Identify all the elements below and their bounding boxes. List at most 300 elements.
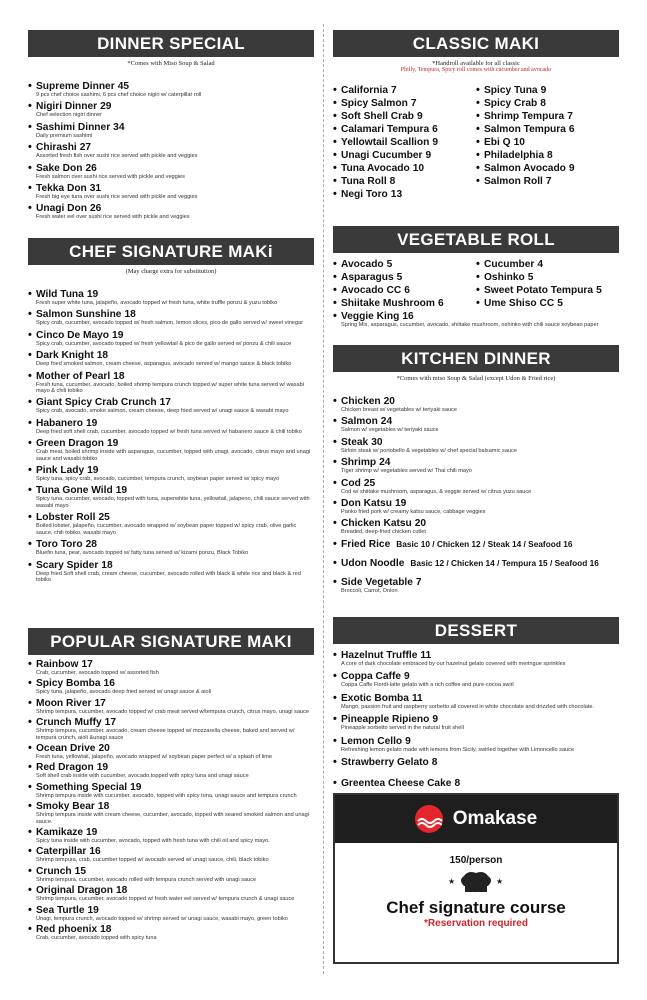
- item-description: Spicy crab, avocado, smoke salmon, cream cheese, deep fried served w/ unagi sauce & wasabi mayo: [36, 408, 289, 415]
- item-price: 17: [81, 659, 93, 670]
- item-title: Spicy Bomba: [36, 678, 101, 690]
- item-price: 19: [106, 438, 119, 450]
- menu-item: [476, 85, 619, 96]
- menu-item: [28, 782, 314, 799]
- menu-item: [333, 714, 619, 731]
- item-price: 7: [545, 176, 552, 187]
- item-price: 28: [85, 539, 97, 551]
- item-name: [36, 330, 314, 341]
- section-title: VEGETABLE ROLL: [333, 226, 619, 253]
- item-price: 5: [557, 298, 563, 309]
- menu-item: [333, 98, 476, 109]
- item-price: 19: [87, 465, 99, 477]
- item-price: 6: [432, 124, 438, 135]
- item-price: 29: [100, 101, 112, 113]
- item-name: [484, 124, 619, 135]
- item-description: Fresh big eye tuna over sushi rice served with pickle and veggies: [36, 194, 198, 201]
- menu-list: [333, 396, 619, 594]
- item-title: Moon River: [36, 697, 92, 709]
- menu-item: [476, 124, 619, 135]
- menu-item: [28, 866, 314, 883]
- section-title: CHEF SIGNATURE MAKi: [28, 238, 314, 265]
- menu-list: [28, 81, 314, 221]
- item-name: [341, 778, 619, 789]
- item-name: [36, 397, 314, 408]
- item-description: 9 pcs chef choice sashimi, 6 pcs chef choice nigiri w/ caterpillar roll: [36, 92, 202, 98]
- menu-item: [28, 350, 314, 367]
- menu-item: [333, 539, 619, 550]
- menu-item: [28, 122, 314, 139]
- item-name: [341, 396, 619, 407]
- menu-item: [28, 539, 314, 556]
- item-price: 17: [104, 717, 116, 729]
- item-name: [36, 142, 314, 153]
- item-title: Negi Toro: [341, 189, 388, 200]
- item-name: [484, 259, 619, 270]
- menu-item: [476, 163, 619, 174]
- item-name: [36, 885, 314, 896]
- menu-item: [333, 437, 619, 454]
- menu-item: [333, 736, 619, 753]
- menu-item: [333, 163, 476, 174]
- item-name: [484, 98, 619, 109]
- menu-item: [28, 81, 314, 98]
- item-price: 34: [113, 121, 125, 133]
- item-name: [36, 122, 314, 133]
- item-title: Ume Shiso CC: [484, 298, 555, 309]
- item-description: Daily premium sashimi: [36, 132, 93, 139]
- item-price: 16: [402, 311, 414, 322]
- item-title: Steak: [341, 436, 369, 448]
- omakase-price: 150/person: [449, 855, 503, 866]
- omakase-title: Omakase: [452, 808, 538, 829]
- item-price: 5: [396, 272, 403, 283]
- item-title: Asparagus: [341, 272, 394, 283]
- item-name: [341, 714, 619, 725]
- item-name: [341, 498, 619, 509]
- item-name: [36, 350, 314, 361]
- item-title: Hazelnut Truffle: [341, 650, 418, 661]
- item-price: 11: [411, 692, 423, 704]
- item-description: Shrimp tempura inside with cucumber, avocado, topped with spicy tuna, unagi sauce and tempura crunch: [36, 792, 297, 799]
- item-title: Unagi Cucumber: [341, 150, 423, 161]
- item-name: [341, 285, 476, 296]
- menu-item: [333, 577, 619, 594]
- item-name: [484, 137, 619, 148]
- menu-item: [476, 272, 619, 283]
- item-price: 9: [432, 137, 438, 148]
- item-title: Lemon Cello: [341, 735, 403, 747]
- item-description: Spicy tuna, jalapeño, avocado deep fried served w/ unagi sauce & aioli: [36, 689, 212, 696]
- item-title: Cod: [341, 477, 361, 489]
- item-description: Salmon w/ vegetables w/ teriyaki sauce: [341, 427, 439, 434]
- menu-item: [333, 259, 476, 270]
- item-title: Dark Knight: [36, 350, 94, 362]
- item-name: [341, 85, 476, 96]
- item-title: Toro Toro: [36, 539, 83, 551]
- item-price: 7: [415, 576, 422, 588]
- item-name: [36, 846, 314, 857]
- menu-item: [333, 285, 476, 296]
- item-name: [341, 111, 476, 122]
- item-title: Salmon Roll: [484, 176, 543, 187]
- item-price: 4: [537, 259, 544, 270]
- menu-item: [28, 801, 314, 825]
- item-description: Shrimp tempura, cucumber, avocado rolled with tempura crunch served with unagi sauce: [36, 876, 257, 883]
- item-price: 18: [96, 350, 109, 362]
- item-title: Original Dragon: [36, 885, 113, 897]
- menu-item: [28, 397, 314, 414]
- menu-item: [28, 717, 314, 741]
- item-name: [36, 924, 314, 935]
- item-price: 9: [540, 85, 547, 96]
- item-price: 20: [383, 396, 395, 407]
- item-price: 5: [527, 272, 534, 283]
- item-description: Fresh tuna, yellowtail, jalapeño, avocado wrapped w/ soybean paper perfect w/ a splash of lime: [36, 754, 273, 761]
- item-price: 18: [124, 309, 136, 321]
- item-price: 27: [79, 142, 92, 154]
- item-title: Unagi Don: [36, 203, 87, 215]
- item-description: Fresh super white tuna, jalapeño, avocado topped w/ fresh tuna, white truffle ponzu & yuzu tobiko: [36, 300, 278, 306]
- item-name: [36, 465, 314, 476]
- section-title: DESSERT: [333, 617, 619, 644]
- item-title: Strawberry Gelato: [341, 757, 429, 769]
- item-title: Shrimp: [341, 457, 377, 469]
- item-price: 10: [412, 163, 425, 174]
- item-name: [341, 272, 476, 283]
- item-price: 8: [547, 150, 553, 161]
- menu-item: [476, 259, 619, 270]
- menu-item: [333, 518, 619, 535]
- menu-item: [333, 272, 476, 283]
- item-name: [341, 518, 619, 529]
- item-price: 18: [97, 801, 110, 813]
- menu-item: [28, 465, 314, 482]
- item-title: Caterpillar: [36, 846, 87, 858]
- omakase-course: Chef signature course: [386, 898, 566, 917]
- menu-item: [333, 137, 476, 148]
- svg-text:★: ★: [448, 877, 456, 886]
- item-price: 20: [414, 518, 427, 530]
- menu-item: [333, 150, 476, 161]
- menu-item: [28, 924, 314, 941]
- item-title: Wild Tuna: [36, 289, 84, 300]
- item-price: 24: [380, 416, 393, 428]
- menu-item: [28, 846, 314, 863]
- item-description: Spicy crab, cucumber, avocado topped w/ fresh salmon, lemon slices, pico de gallo served w/ sweet vinegar: [36, 320, 304, 327]
- kitchen-dinner-section: [333, 345, 619, 597]
- item-price: 8: [431, 757, 438, 769]
- item-price: 30: [371, 436, 383, 448]
- item-name: [36, 560, 314, 571]
- item-name: [484, 285, 619, 296]
- menu-item: [476, 98, 619, 109]
- popular-signature-section: [28, 628, 314, 944]
- item-title: Supreme Dinner: [36, 81, 115, 92]
- menu-item: [28, 762, 314, 779]
- item-title: Scary Spider: [36, 559, 99, 571]
- item-title: Red phoenix: [36, 924, 98, 936]
- item-price: 10: [513, 137, 525, 148]
- dinner-special-section: [28, 30, 314, 224]
- item-title: Shiitake Mushroom: [341, 298, 435, 309]
- section-title: KITCHEN DINNER: [333, 345, 619, 372]
- menu-item: [333, 124, 476, 135]
- item-name: [484, 163, 619, 174]
- menu-item: [333, 757, 619, 768]
- menu-item: [28, 512, 314, 536]
- item-description: Tiger shrimp w/ vegetables served w/ Thai chili mayo: [341, 468, 472, 475]
- menu-list: [28, 659, 314, 942]
- menu-item: [28, 560, 314, 584]
- item-title: Shrimp Tempura: [484, 111, 565, 122]
- item-name: [341, 539, 619, 550]
- item-title: Nigiri Dinner: [36, 101, 98, 113]
- item-price: 19: [86, 417, 98, 429]
- section-note: *Comes with miso Soup & Salad (except Udon & Fried rice): [396, 375, 556, 382]
- menu-item: [28, 203, 314, 220]
- item-description: Bluefin tuna, pear, avocado topped w/ fatty tuna served w/ kizami ponzu, Black Tobiko: [36, 550, 249, 557]
- item-title: Pink Lady: [36, 465, 85, 477]
- item-name: [484, 298, 619, 309]
- vegetable-roll-section: [333, 226, 619, 331]
- menu-item: [333, 650, 619, 667]
- item-description: Panko fried pork w/ creamy katsu sauce, cabbage veggies: [341, 509, 486, 516]
- item-price: 11: [420, 650, 432, 661]
- item-description: Breaded, deep-fried chicken cutlet: [341, 529, 426, 536]
- menu-item: [28, 885, 314, 902]
- item-name: [36, 717, 314, 728]
- item-description: Fresh water eel over sushi rice served with pickle and veggies: [36, 214, 190, 221]
- svg-text:★: ★: [496, 877, 504, 886]
- item-name: [341, 558, 619, 569]
- item-title: Spicy Tuna: [484, 85, 538, 96]
- item-name: [36, 762, 314, 773]
- item-description: Deep fried soft shell crab, cucumber, avocado topped w/ fresh tuna served w/ habanero sauce & chili tobiko: [36, 428, 302, 435]
- item-name: [341, 137, 476, 148]
- menu-item: [28, 438, 314, 462]
- item-price: Basic 10 / Chicken 12 / Steak 14 / Seafood 16: [396, 538, 573, 549]
- item-description: Boiled lobster, jalapeño, cucumber, avocado wrapped w/ soybean paper topped w/ spicy crab, olive garlic sauce, chili tobiko, wasabi mayo: [36, 523, 297, 536]
- section-title: DINNER SPECIAL: [28, 30, 314, 57]
- item-name: [341, 437, 619, 448]
- item-price: 26: [89, 203, 102, 215]
- item-name: [341, 163, 476, 174]
- menu-item: [28, 142, 314, 159]
- omakase-header: [335, 795, 617, 843]
- item-title: Greentea Cheese Cake: [341, 778, 452, 790]
- item-name: [484, 111, 619, 122]
- item-title: Red Dragon: [36, 762, 94, 774]
- item-name: [36, 905, 314, 916]
- item-price: 9: [425, 150, 432, 161]
- item-price: 8: [389, 176, 396, 187]
- item-description: Spring Mix, asparagus, cucumber, avocado, shiitake mushroom, oshinko with chili sauce soybean paper: [341, 322, 599, 328]
- menu-item: [476, 137, 619, 148]
- item-price: 19: [86, 827, 98, 839]
- item-price: 17: [94, 697, 106, 709]
- item-name: [484, 85, 619, 96]
- item-name: [36, 512, 314, 523]
- menu-item: [333, 478, 619, 495]
- item-title: Lobster Roll: [36, 512, 96, 524]
- menu-item: [333, 457, 619, 474]
- item-title: Tekka Don: [36, 183, 87, 195]
- item-title: Crunch: [36, 865, 72, 877]
- item-description: Chicken breast w/ vegetables w/ teriyaki sauce: [341, 407, 457, 413]
- dessert-section: [333, 617, 619, 799]
- item-price: 16: [103, 678, 115, 690]
- menu-list: [28, 289, 314, 583]
- item-title: Oshinko: [484, 272, 525, 283]
- item-name: [36, 539, 314, 550]
- item-title: Salmon Avocado: [484, 163, 566, 174]
- item-description: Fresh tuna, cucumber, avocado, boiled shrimp tempura crunch topped w/ super white tuna served w/ wasabi mayo & chili tobiko: [36, 381, 305, 395]
- menu-item: [333, 558, 619, 569]
- section-note-red: Philly, Tempura, Spicy roll comes with cucumber and avocado: [400, 67, 552, 73]
- menu-item: [476, 285, 619, 296]
- item-price: 19: [112, 329, 124, 341]
- item-title: Don Katsu: [341, 498, 392, 510]
- item-description: Coppa Caffe Fiordi-latte gelato with a rich coffee and pure-cocoa swirl: [341, 682, 514, 689]
- item-title: Udon Noodle: [341, 557, 405, 569]
- item-name: [341, 577, 619, 588]
- section-title: CLASSIC MAKI: [333, 30, 619, 57]
- item-title: Chicken Katsu: [341, 518, 412, 530]
- item-title: Mother of Pearl: [36, 370, 111, 382]
- item-title: Exotic Bomba: [341, 692, 409, 704]
- menu-item: [28, 698, 314, 715]
- menu-item: [333, 298, 476, 309]
- item-name: [36, 827, 314, 838]
- item-name: [341, 298, 476, 309]
- item-price: 18: [100, 924, 112, 936]
- item-price: 6: [437, 298, 444, 309]
- item-price: 15: [74, 865, 86, 877]
- item-name: [341, 189, 476, 200]
- item-price: 6: [404, 285, 410, 296]
- item-name: [484, 150, 619, 161]
- item-price: 13: [390, 189, 403, 200]
- item-name: [36, 101, 314, 112]
- menu-item: [28, 163, 314, 180]
- item-name: [341, 150, 476, 161]
- item-price: 20: [98, 743, 110, 755]
- section-note: (May charge extra for substitution): [125, 268, 217, 275]
- item-name: [341, 259, 476, 270]
- item-price: 5: [386, 259, 393, 270]
- item-title: Cucumber: [484, 259, 535, 270]
- menu-list: [476, 85, 619, 202]
- item-description: Chef selection nigiri dinner: [36, 112, 102, 119]
- item-price: 7: [567, 111, 573, 122]
- item-price: 7: [390, 85, 397, 96]
- menu-list: [333, 650, 619, 789]
- item-price: 5: [596, 285, 602, 296]
- menu-item: [476, 150, 619, 161]
- item-name: [36, 371, 314, 382]
- item-name: [341, 176, 476, 187]
- item-description: Shrimp tempura, cucumber, avocado, cream cheese topped w/ mozzarella cheese, baked and served w/ tempura crunch, aioli &unagi sauce: [36, 728, 295, 741]
- item-title: Giant Spicy Crab Crunch: [36, 397, 157, 409]
- item-name: [36, 81, 314, 92]
- item-price: 25: [98, 512, 110, 524]
- menu-list: [333, 311, 619, 328]
- item-title: Kamikaze: [36, 827, 84, 839]
- menu-item: [333, 671, 619, 688]
- chef-hat-icon: [335, 868, 617, 896]
- item-title: Salmon Tempura: [484, 124, 566, 135]
- item-price: 18: [101, 559, 113, 571]
- item-title: Sake Don: [36, 162, 83, 174]
- item-description: Fresh salmon over sushi rice served with pickle and veggies: [36, 173, 185, 180]
- item-title: Fried Rice: [341, 538, 391, 550]
- menu-item: [28, 101, 314, 118]
- item-title: Chicken: [341, 396, 381, 407]
- omakase-box: [333, 793, 619, 964]
- item-description: Sirloin steak w/ portobello & vegetables w/ chef special balsamic sauce: [341, 447, 517, 454]
- item-description: Refreshing lemon gelato made with lemons from Sicily, swirled together with Limoncello sauce: [341, 746, 575, 753]
- classic-maki-section: [333, 30, 619, 202]
- item-name: [341, 650, 619, 661]
- item-name: [341, 757, 619, 768]
- section-title: POPULAR SIGNATURE MAKI: [28, 628, 314, 655]
- menu-item: [28, 371, 314, 395]
- item-price: 45: [117, 81, 130, 92]
- item-title: Coppa Caffe: [341, 671, 401, 683]
- item-description: Broccoli, Carrot, Onion: [341, 587, 398, 594]
- menu-item: [333, 189, 476, 200]
- menu-item: [476, 298, 619, 309]
- item-name: [36, 309, 314, 320]
- item-price: 9: [417, 111, 423, 122]
- menu-item: [28, 183, 314, 200]
- item-price: 18: [113, 370, 125, 382]
- item-price: 6: [568, 124, 575, 135]
- item-name: [484, 272, 619, 283]
- item-description: Crab meat, boiled shrimp inside with asparagus, cucumber, topped with unagi, avocado, citrus mayo and unagi sauce and wasabi tobiko: [36, 449, 311, 462]
- menu-item: [28, 309, 314, 326]
- item-title: Something Special: [36, 781, 128, 793]
- item-price: 17: [159, 397, 171, 409]
- item-price: 9: [432, 714, 438, 726]
- item-name: [341, 736, 619, 747]
- item-description: Spicy crab, cucumber, avocado topped w/ fresh yellowtail & pico de gallo served w/ ponzu & chili sauce: [36, 340, 292, 347]
- item-name: [36, 438, 314, 449]
- item-name: [341, 671, 619, 682]
- item-title: Avocado CC: [341, 285, 402, 296]
- item-description: Shrimp tempura inside with cream cheese, cucumber, avocado, topped with seared smoked salmon and unagi sauce.: [36, 812, 309, 825]
- item-price: 19: [394, 498, 407, 510]
- menu-list: [333, 85, 476, 202]
- item-title: Salmon: [341, 416, 378, 428]
- item-title: Soft Shell Crab: [341, 111, 415, 122]
- item-price: 25: [363, 477, 376, 489]
- menu-list: [476, 259, 619, 311]
- item-name: [36, 866, 314, 877]
- item-title: Crunch Muffy: [36, 717, 102, 729]
- item-name: [36, 289, 314, 300]
- item-name: [36, 418, 314, 429]
- svg-text:★: ★: [470, 891, 475, 896]
- item-name: [341, 457, 619, 468]
- item-title: Cinco De Mayo: [36, 329, 110, 341]
- item-description: Spicy tuna, cucumber, avocado, topped with tuna, superwhite tuna, yellowtail, jalapeno, chili sauce served with wasabi mayo: [36, 496, 310, 509]
- item-price: 16: [89, 846, 101, 858]
- menu-item: [28, 659, 314, 676]
- item-description: Assorted fresh fish over sushi rice served with pickle and veggies: [36, 153, 198, 160]
- item-title: Tuna Gone Wild: [36, 485, 113, 497]
